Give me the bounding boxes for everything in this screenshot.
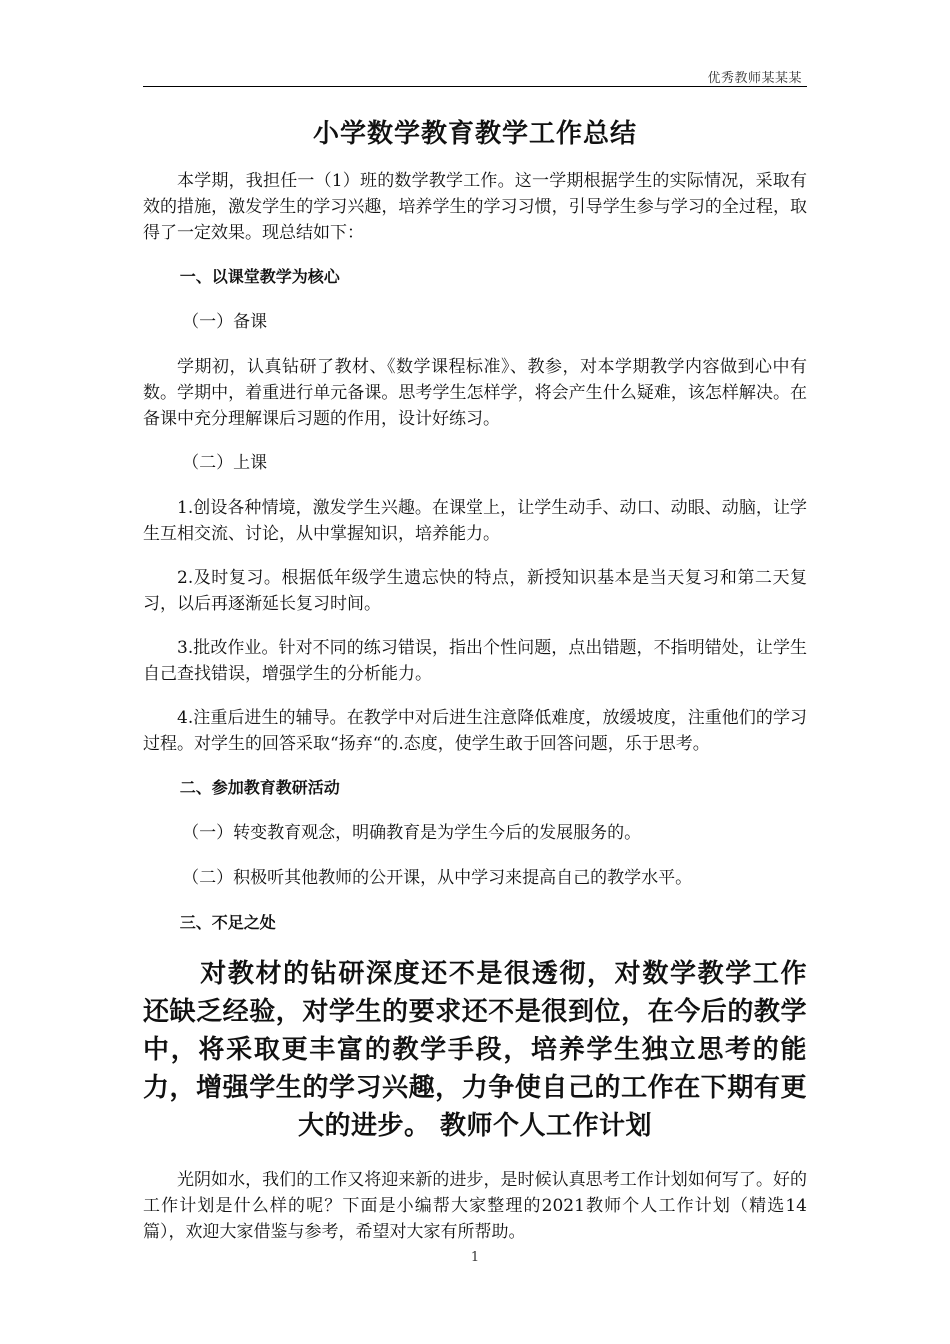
section-1-sub-1-paragraph: 学期初，认真钻研了教材、《数学课程标准》、教参，对本学期教学内容做到心中有数。学期中，着重进行单元备课。思考学生怎样学，将会产生什么疑难，该怎样解决。在备课中充分理解课后习题的作用，设计好练习。 (143, 357, 807, 429)
closing-paragraph: 光阴如水，我们的工作又将迎来新的进步，是时候认真思考工作计划如何写了。好的工作计划是什么样的呢？下面是小编帮大家整理的2021教师个人工作计划（精选14篇），欢迎大家借鉴与参考，希望对大家有所帮助。 (143, 1170, 807, 1242)
page-number: 1 (470, 1250, 480, 1265)
intro-paragraph: 本学期，我担任一（1）班的数学教学工作。这一学期根据学生的实际情况，采取有效的措施，激发学生的学习兴趣，培养学生的学习习惯，引导学生参与学习的全过程，取得了一定效果。现总结如下： (143, 171, 807, 243)
header-divider (143, 86, 807, 87)
list-item: 1.创设各种情境，激发学生兴趣。在课堂上，让学生动手、动口、动眼、动脑，让学生互相交流、讨论，从中掌握知识，培养能力。 (143, 498, 807, 544)
header-author: 优秀教师某某某 (707, 71, 802, 86)
section-2-item-1: （一）转变教育观念，明确教育是为学生今后的发展服务的。 (182, 823, 642, 843)
section-1-subheading-2: （二）上课 (182, 453, 268, 473)
page-title: 小学数学教育教学工作总结 (312, 119, 637, 149)
list-item: 4.注重后进生的辅导。在教学中对后进生注意降低难度，放缓坡度，注重他们的学习过程。对学生的回答采取“扬弃“的.态度，使学生敢于回答问题，乐于思考。 (143, 708, 807, 754)
list-item: 2.及时复习。根据低年级学生遗忘快的特点，新授知识基本是当天复习和第二天复习，以后再逐渐延长复习时间。 (143, 568, 807, 614)
section-3-heading: 三、不足之处 (179, 913, 276, 932)
section-2-heading: 二、参加教育教研活动 (179, 778, 340, 797)
section-2-item-2: （二）积极听其他教师的公开课，从中学习来提高自己的教学水平。 (182, 868, 693, 888)
section-1-heading: 一、以课堂教学为核心 (179, 267, 340, 286)
list-item: 3.批改作业。针对不同的练习错误，指出个性问题，点出错题，不指明错处，让学生自己查找错误，增强学生的分析能力。 (143, 638, 807, 684)
document-body (143, 168, 807, 1263)
section-3-large-paragraph: 对教材的钻研深度还不是很透彻，对数学教学工作还缺乏经验，对学生的要求还不是很到位，在今后的教学中，将采取更丰富的教学手段，培养学生独立思考的能力，增强学生的学习兴趣，力争使自己的工作在下期有更大的进步。 教师个人工作计划 (143, 959, 807, 1141)
section-1-subheading-1: （一）备课 (182, 312, 268, 332)
